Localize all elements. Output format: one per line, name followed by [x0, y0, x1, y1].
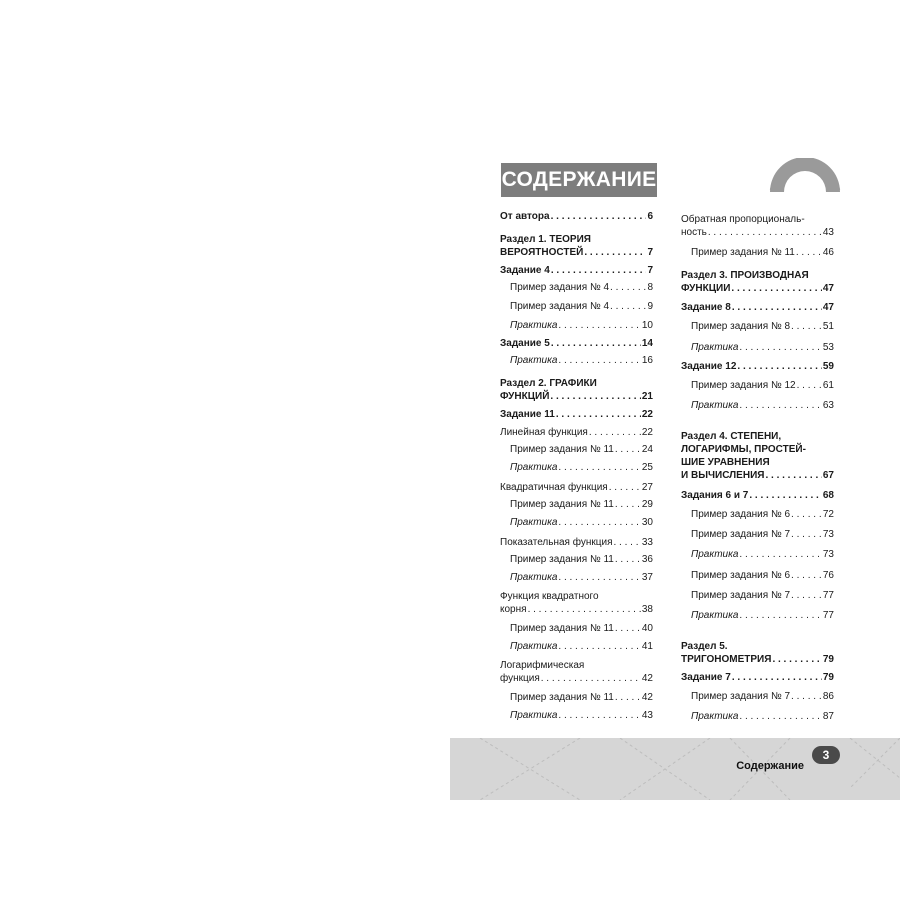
toc-page-number: 86 — [822, 691, 834, 702]
toc-entry-title: Пример задания № 11 — [510, 623, 614, 634]
toc-entry[interactable] — [500, 590, 653, 616]
toc-entry-title: Практика — [510, 572, 558, 583]
toc-entry-title: Пример задания № 12 — [691, 380, 796, 391]
dot-leader — [589, 426, 641, 439]
toc-entry-title: Пример задания № 6 — [691, 509, 791, 520]
toc-entry[interactable] — [681, 246, 834, 259]
toc-page-number: 77 — [822, 590, 834, 601]
toc-left-column — [500, 210, 653, 722]
dot-leader — [749, 489, 822, 502]
toc-entry-title-line: Раздел 4. СТЕПЕНИ, — [681, 431, 782, 442]
toc-entry-title: Пример задания № 7 — [691, 691, 791, 702]
dot-leader — [558, 640, 640, 653]
toc-page-number: 41 — [641, 641, 653, 652]
toc-entry[interactable] — [500, 640, 653, 653]
toc-entry[interactable] — [500, 354, 653, 367]
toc-entry-title: ность — [681, 227, 707, 238]
toc-entry-title: Пример задания № 7 — [691, 590, 791, 601]
dot-leader — [610, 300, 646, 313]
toc-entry-title: Пример задания № 11 — [510, 554, 614, 565]
toc-entry[interactable] — [681, 489, 834, 502]
dot-leader — [791, 690, 822, 703]
dot-leader — [584, 246, 646, 259]
toc-entry[interactable] — [500, 498, 653, 511]
toc-entry[interactable] — [681, 301, 834, 314]
toc-entry-title: Пример задания № 11 — [510, 444, 614, 455]
dot-leader — [708, 226, 822, 239]
toc-entry[interactable] — [681, 360, 834, 373]
toc-entry-title: И ВЫЧИСЛЕНИЯ — [681, 470, 765, 481]
dot-leader — [610, 281, 646, 294]
dot-leader — [558, 319, 640, 332]
toc-entry[interactable] — [681, 379, 834, 392]
toc-entry[interactable] — [681, 399, 834, 412]
dot-leader — [551, 264, 647, 277]
toc-entry-title: ФУНКЦИИ — [681, 283, 731, 294]
toc-entry[interactable] — [681, 341, 834, 354]
toc-entry[interactable] — [500, 461, 653, 474]
toc-page-number: 87 — [822, 711, 834, 722]
toc-entry-title: Задания 6 и 7 — [681, 490, 749, 501]
toc-page-number: 77 — [822, 610, 834, 621]
toc-entry-title-line: Раздел 5. — [681, 641, 728, 652]
toc-entry[interactable] — [500, 319, 653, 332]
dot-leader — [615, 498, 641, 511]
dot-leader — [737, 360, 821, 373]
toc-page-number: 21 — [641, 391, 653, 402]
toc-entry-title-line: Функция квадратного — [500, 591, 599, 602]
toc-entry-title: Практика — [510, 517, 558, 528]
toc-page-number: 68 — [822, 490, 834, 501]
toc-entry[interactable] — [681, 640, 834, 666]
toc-entry-title: ВЕРОЯТНОСТЕЙ — [500, 247, 584, 258]
dot-leader — [615, 691, 641, 704]
dot-leader — [558, 709, 640, 722]
dot-leader — [731, 282, 821, 295]
toc-entry[interactable] — [500, 659, 653, 685]
dot-leader — [551, 337, 641, 350]
toc-page-number: 72 — [822, 509, 834, 520]
dot-leader — [791, 508, 822, 521]
dot-leader — [556, 408, 641, 421]
toc-page-number: 22 — [641, 409, 653, 420]
toc-entry-title: Практика — [510, 641, 558, 652]
dot-leader — [551, 210, 647, 223]
toc-entry-title: Практика — [510, 710, 558, 721]
toc-entry[interactable] — [681, 589, 834, 602]
toc-entry[interactable] — [681, 508, 834, 521]
toc-entry[interactable] — [681, 548, 834, 561]
toc-entry-title: ТРИГОНОМЕТРИЯ — [681, 654, 772, 665]
toc-entry-title: Практика — [691, 549, 739, 560]
toc-entry-title: Квадратичная функция — [500, 482, 608, 493]
dot-leader — [739, 341, 821, 354]
toc-entry-title: Задание 11 — [500, 409, 555, 420]
toc-page-number: 33 — [641, 537, 653, 548]
toc-entry[interactable] — [681, 569, 834, 582]
toc-entry-title: Линейная функция — [500, 427, 588, 438]
dot-leader — [558, 461, 640, 474]
toc-page-number: 6 — [647, 211, 653, 222]
toc-page-number: 51 — [822, 321, 834, 332]
toc-page-number: 37 — [641, 572, 653, 583]
toc-entry[interactable] — [500, 571, 653, 584]
toc-entry[interactable] — [500, 377, 653, 403]
toc-entry[interactable] — [500, 210, 653, 223]
toc-entry-title: Пример задания № 7 — [691, 529, 791, 540]
toc-entry[interactable] — [681, 320, 834, 333]
toc-page-number: 38 — [641, 604, 653, 615]
toc-entry[interactable] — [500, 300, 653, 313]
toc-entry-title: Практика — [691, 711, 739, 722]
dot-leader — [609, 481, 641, 494]
toc-entry-title-line: Логарифмическая — [500, 660, 585, 671]
toc-entry-title: Задание 8 — [681, 302, 731, 313]
toc-page-number: 14 — [641, 338, 653, 349]
toc-page-number: 7 — [647, 247, 653, 258]
toc-entry-title: корня — [500, 604, 527, 615]
toc-page-number: 25 — [641, 462, 653, 473]
toc-entry[interactable] — [500, 408, 653, 421]
dot-leader — [732, 671, 822, 684]
toc-entry[interactable] — [500, 481, 653, 494]
toc-entry[interactable] — [500, 426, 653, 439]
toc-entry[interactable] — [681, 269, 834, 295]
dot-leader — [791, 528, 822, 541]
dot-leader — [541, 672, 641, 685]
toc-entry-title: Задание 12 — [681, 361, 737, 372]
toc-page-number: 61 — [822, 380, 834, 391]
toc-entry-title: функция — [500, 673, 540, 684]
toc-entry[interactable] — [500, 709, 653, 722]
toc-entry[interactable] — [500, 443, 653, 456]
dot-leader — [615, 443, 641, 456]
toc-page-number: 43 — [641, 710, 653, 721]
toc-entry[interactable] — [681, 710, 834, 723]
toc-page-number: 47 — [822, 302, 834, 313]
dot-leader — [739, 399, 821, 412]
dot-leader — [797, 379, 822, 392]
toc-entry-title: Практика — [691, 400, 739, 411]
toc-entry-title-line: Раздел 1. ТЕОРИЯ — [500, 234, 591, 245]
dot-leader — [550, 390, 640, 403]
toc-page-number: 73 — [822, 529, 834, 540]
toc-entry[interactable] — [681, 213, 834, 239]
toc-entry-title: Практика — [691, 342, 739, 353]
toc-page-number: 47 — [822, 283, 834, 294]
toc-page-number: 40 — [641, 623, 653, 634]
page-number-badge: 3 — [812, 746, 840, 764]
toc-page-number: 42 — [641, 673, 653, 684]
dot-leader — [613, 536, 640, 549]
toc-page-number: 30 — [641, 517, 653, 528]
dot-leader — [739, 609, 821, 622]
toc-entry[interactable] — [500, 281, 653, 294]
dot-leader — [558, 354, 640, 367]
toc-entry-title-line: Раздел 2. ГРАФИКИ — [500, 378, 597, 389]
toc-entry-title: Пример задания № 4 — [510, 282, 610, 293]
toc-page-number: 76 — [822, 570, 834, 581]
toc-entry-title: Задание 4 — [500, 265, 550, 276]
toc-page-number: 67 — [822, 470, 834, 481]
footer-section-label: Содержание — [736, 760, 804, 772]
gear-icon — [768, 158, 842, 192]
toc-page-number: 43 — [822, 227, 834, 238]
dot-leader — [791, 569, 822, 582]
toc-entry[interactable] — [500, 516, 653, 529]
toc-entry-title: Пример задания № 8 — [691, 321, 791, 332]
toc-entry-title-line: ШИЕ УРАВНЕНИЯ — [681, 457, 770, 468]
toc-entry[interactable] — [500, 553, 653, 566]
toc-entry-title: Практика — [510, 355, 558, 366]
toc-entry-title-line: Раздел 3. ПРОИЗВОДНАЯ — [681, 270, 809, 281]
dot-leader — [615, 553, 641, 566]
toc-page-number: 79 — [822, 672, 834, 683]
toc-entry-title: Задание 5 — [500, 338, 550, 349]
toc-entry[interactable] — [681, 690, 834, 703]
toc-page-number: 73 — [822, 549, 834, 560]
toc-entry[interactable] — [500, 233, 653, 259]
toc-page-number: 63 — [822, 400, 834, 411]
dot-leader — [796, 246, 822, 259]
toc-page-number: 29 — [641, 499, 653, 510]
dot-leader — [791, 320, 822, 333]
dot-leader — [739, 710, 821, 723]
toc-entry-title-line: ЛОГАРИФМЫ, ПРОСТЕЙ- — [681, 444, 806, 455]
toc-entry-title: От автора — [500, 211, 550, 222]
toc-entry[interactable] — [500, 337, 653, 350]
toc-entry-title: Задание 7 — [681, 672, 731, 683]
dot-leader — [791, 589, 822, 602]
toc-page-number: 27 — [641, 482, 653, 493]
toc-entry-title-line: Обратная пропорциональ- — [681, 214, 805, 225]
toc-entry-title: Практика — [510, 462, 558, 473]
toc-page-number: 7 — [647, 265, 653, 276]
toc-page-number: 16 — [641, 355, 653, 366]
toc-entry-title: Пример задания № 11 — [510, 692, 614, 703]
dot-leader — [558, 571, 640, 584]
toc-entry-title: Практика — [691, 610, 739, 621]
toc-page-number: 46 — [822, 247, 834, 258]
toc-page-number: 53 — [822, 342, 834, 353]
toc-page-number: 10 — [641, 320, 653, 331]
toc-page-number: 9 — [647, 301, 653, 312]
toc-entry[interactable] — [500, 691, 653, 704]
dot-leader — [765, 469, 821, 482]
toc-entry[interactable] — [681, 430, 834, 482]
dot-leader — [528, 603, 641, 616]
toc-entry[interactable] — [500, 264, 653, 277]
toc-right-column — [681, 210, 834, 723]
toc-entry-title: Практика — [510, 320, 558, 331]
toc-page-number: 22 — [641, 427, 653, 438]
page-title: СОДЕРЖАНИЕ — [501, 163, 657, 197]
dot-leader — [732, 301, 822, 314]
toc-page-number: 42 — [641, 692, 653, 703]
toc-page-number: 36 — [641, 554, 653, 565]
toc-entry-title: Пример задания № 11 — [691, 247, 795, 258]
toc-entry-title: Показательная функция — [500, 537, 613, 548]
dot-leader — [615, 622, 641, 635]
toc-entry[interactable] — [500, 622, 653, 635]
toc-entry-title: ФУНКЦИЙ — [500, 391, 550, 402]
toc-entry[interactable] — [681, 609, 834, 622]
toc-entry-title: Пример задания № 11 — [510, 499, 614, 510]
toc-entry-title: Пример задания № 4 — [510, 301, 610, 312]
dot-leader — [739, 548, 821, 561]
toc-page-number: 59 — [822, 361, 834, 372]
toc-entry[interactable] — [681, 671, 834, 684]
toc-entry-title: Пример задания № 6 — [691, 570, 791, 581]
toc-page-number: 8 — [647, 282, 653, 293]
toc-page-number: 24 — [641, 444, 653, 455]
toc-entry[interactable] — [500, 536, 653, 549]
dot-leader — [772, 653, 821, 666]
dot-leader — [558, 516, 640, 529]
toc-page-number: 79 — [822, 654, 834, 665]
toc-entry[interactable] — [681, 528, 834, 541]
